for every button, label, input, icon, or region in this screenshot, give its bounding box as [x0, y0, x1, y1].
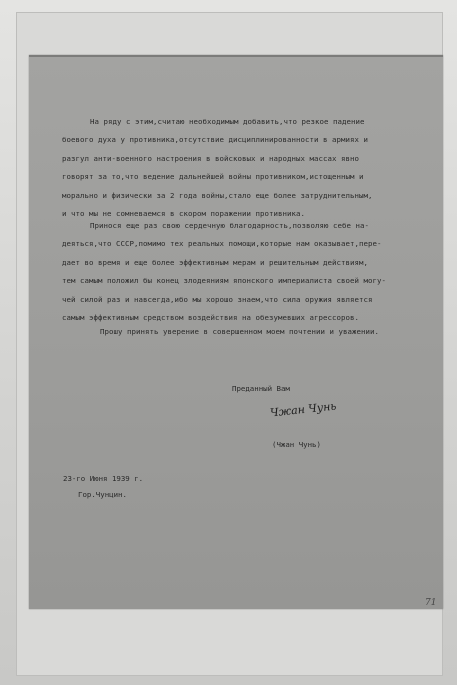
text-line: самым эффективным средством воздействия на обезумевших агрессоров.: [62, 312, 359, 322]
paragraph-3: [62, 323, 432, 341]
text-line: чей силой раз и навсегда,ибо мы хорошо знаем,что сила оружия является: [62, 294, 373, 304]
text-line: На ряду с этим,считаю необходимым добавить,что резкое падение: [90, 117, 365, 126]
paragraph-1: [62, 113, 432, 223]
page-number: 71: [425, 598, 437, 608]
text-line: говорят за то,что ведение дальнейшей войны противником,истощенным и: [62, 172, 364, 182]
text-line: Принося еще раз свою сердечную благодарность,позволяю себе на-: [90, 221, 369, 230]
text-line: морально и физически за 2 года войны,стало еще более затруднительным,: [62, 190, 373, 200]
handwritten-signature: Чжан Чунь: [269, 399, 337, 420]
paragraph-2: [62, 217, 432, 327]
text-line: разгул анти-военного настроения в войсковых и народных массах явно: [62, 153, 359, 163]
closing-phrase: Преданный Вам: [232, 384, 290, 393]
text-line: Прошу принять уверение в совершенном моем почтении и уважении.: [100, 327, 379, 336]
letter-date: 23-го Июня 1939 г.: [63, 474, 144, 483]
text-line: тем самым положил бы конец злодеяниям японского империалиста своей могу-: [62, 276, 386, 286]
text-line: и что мы не сомневаемся в скором поражении противника.: [62, 208, 305, 218]
typed-signatory-name: (Чжан Чунь): [272, 440, 321, 449]
text-line: дает во время и еще более эффективным мерам и решительным действиям,: [62, 257, 368, 267]
letter-place: Гор.Чунцин.: [78, 490, 127, 499]
text-line: боевого духа у противника,отсутствие дисциплинированности в армиях и: [62, 135, 368, 145]
text-line: деяться,что СССР,помимо тех реальных помощи,которые нам оказывает,пере-: [62, 239, 382, 249]
